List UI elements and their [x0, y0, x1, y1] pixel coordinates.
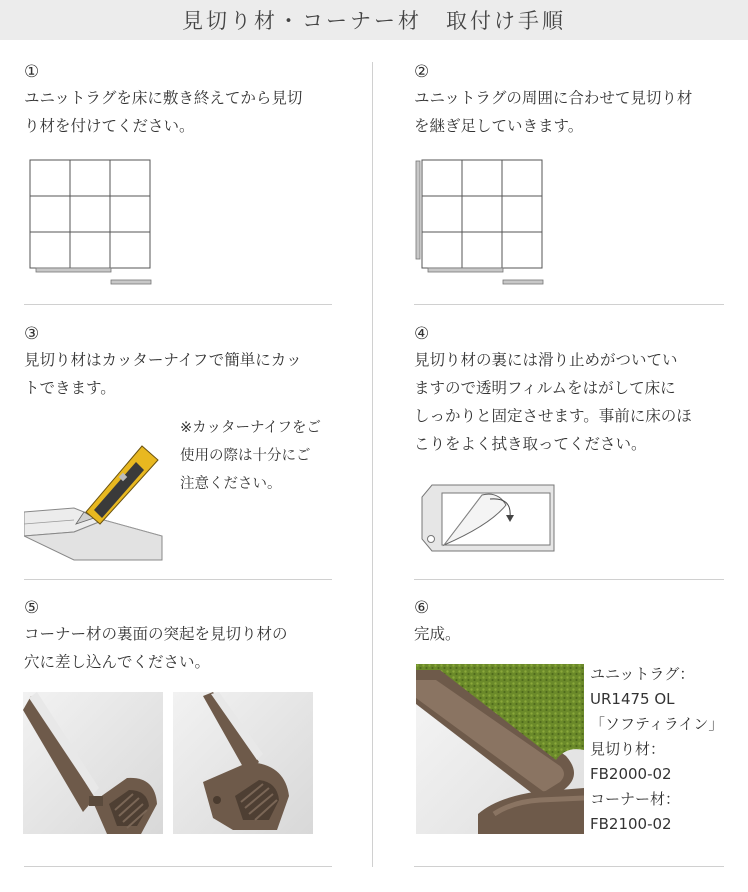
step-1-number: ① — [24, 62, 40, 82]
step-6-separator — [414, 866, 724, 867]
step-1 — [24, 62, 344, 140]
step-4-separator — [414, 579, 724, 580]
step-6-number: ⑥ — [414, 598, 430, 618]
step-3-text: 見切り材はカッターナイフで簡単にカッ トできます。 — [24, 351, 302, 397]
step-6-text: 完成。 — [414, 625, 461, 643]
step-5 — [24, 598, 354, 676]
step-6-photo-finished — [416, 664, 584, 834]
step-2-text: ユニットラグの周囲に合わせて見切り材 を継ぎ足していきます。 — [414, 89, 693, 135]
step-3-number: ③ — [24, 324, 40, 344]
step-2 — [414, 62, 734, 140]
step-4-text: 見切り材の裏には滑り止めがついてい ますので透明フィルムをはがして床に しっかりと固定させます。事前に床のほ こりをよく拭き取ってください。 — [414, 351, 692, 453]
step-2-separator — [414, 304, 724, 305]
step-5-text: コーナー材の裏面の突起を見切り材の 穴に差し込んでください。 — [24, 625, 288, 671]
step-3-caution-note: ※カッターナイフをご 使用の際は十分にご 注意ください。 — [180, 420, 322, 492]
page-title: 見切り材・コーナー材 取付け手順 — [182, 9, 566, 33]
step-2-number: ② — [414, 62, 430, 82]
step-5-photo-before — [23, 692, 163, 834]
column-divider — [372, 62, 373, 867]
step-4-number: ④ — [414, 324, 430, 344]
step-5-number: ⑤ — [24, 598, 40, 618]
page-header — [0, 0, 748, 40]
step-5-photo-after — [173, 692, 313, 834]
step-6-product-info: ユニットラグ： UR1475 OL 「ソフティライン」 見切り材： FB2000-02 コーナー材： FB2100-02 — [590, 665, 724, 833]
step-1-text: ユニットラグを床に敷き終えてから見切 り材を付けてください。 — [24, 89, 303, 135]
step-3-separator — [24, 579, 332, 580]
step-4 — [414, 324, 744, 458]
step-4-film-illustration — [420, 483, 560, 555]
step-2-illustration — [414, 157, 548, 289]
step-6 — [414, 598, 744, 648]
step-5-separator — [24, 866, 332, 867]
step-3 — [24, 324, 354, 402]
step-1-illustration — [26, 157, 156, 289]
step-3-cutter-illustration — [24, 440, 164, 565]
step-1-separator — [24, 304, 332, 305]
